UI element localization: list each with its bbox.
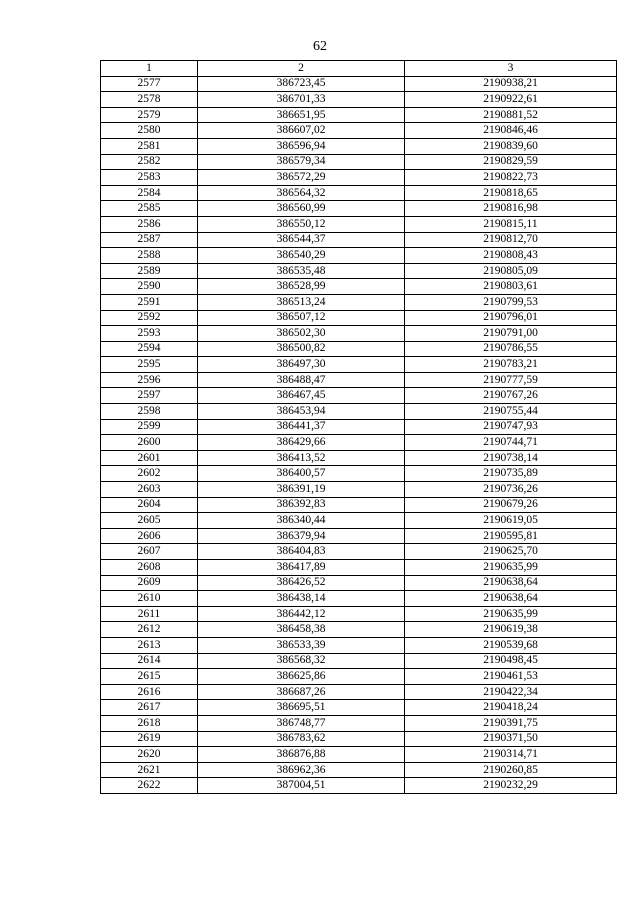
y-coordinate-cell: 2190839,60 bbox=[405, 138, 617, 154]
point-number-cell: 2579 bbox=[101, 107, 198, 123]
table-row bbox=[101, 575, 617, 591]
point-number-cell: 2620 bbox=[101, 747, 198, 763]
table-row bbox=[101, 700, 617, 716]
point-number-cell: 2601 bbox=[101, 450, 198, 466]
y-coordinate-cell: 2190638,64 bbox=[405, 591, 617, 607]
point-number-cell: 2619 bbox=[101, 731, 198, 747]
x-coordinate-cell: 386413,52 bbox=[198, 450, 405, 466]
table-row bbox=[101, 76, 617, 92]
y-coordinate-cell: 2190822,73 bbox=[405, 170, 617, 186]
point-number-cell: 2618 bbox=[101, 715, 198, 731]
y-coordinate-cell: 2190786,55 bbox=[405, 341, 617, 357]
x-coordinate-cell: 386550,12 bbox=[198, 216, 405, 232]
x-coordinate-cell: 386391,19 bbox=[198, 482, 405, 498]
x-coordinate-cell: 386458,38 bbox=[198, 622, 405, 638]
table-row bbox=[101, 435, 617, 451]
point-number-cell: 2598 bbox=[101, 404, 198, 420]
point-number-cell: 2610 bbox=[101, 591, 198, 607]
point-number-cell: 2595 bbox=[101, 357, 198, 373]
x-coordinate-cell: 386438,14 bbox=[198, 591, 405, 607]
y-coordinate-cell: 2190922,61 bbox=[405, 92, 617, 108]
x-coordinate-cell: 386540,29 bbox=[198, 248, 405, 264]
x-coordinate-cell: 386560,99 bbox=[198, 201, 405, 217]
y-coordinate-cell: 2190391,75 bbox=[405, 715, 617, 731]
x-coordinate-cell: 386513,24 bbox=[198, 294, 405, 310]
y-coordinate-cell: 2190808,43 bbox=[405, 248, 617, 264]
x-coordinate-cell: 386497,30 bbox=[198, 357, 405, 373]
point-number-cell: 2594 bbox=[101, 341, 198, 357]
point-number-cell: 2600 bbox=[101, 435, 198, 451]
y-coordinate-cell: 2190846,46 bbox=[405, 123, 617, 139]
point-number-cell: 2604 bbox=[101, 497, 198, 513]
table-row bbox=[101, 279, 617, 295]
table-row bbox=[101, 404, 617, 420]
table-row bbox=[101, 185, 617, 201]
point-number-cell: 2590 bbox=[101, 279, 198, 295]
table-row bbox=[101, 731, 617, 747]
x-coordinate-cell: 386568,32 bbox=[198, 653, 405, 669]
x-coordinate-cell: 386596,94 bbox=[198, 138, 405, 154]
table-row bbox=[101, 138, 617, 154]
y-coordinate-cell: 2190422,34 bbox=[405, 684, 617, 700]
point-number-cell: 2592 bbox=[101, 310, 198, 326]
point-number-cell: 2599 bbox=[101, 419, 198, 435]
coordinates-table bbox=[100, 60, 617, 794]
point-number-cell: 2585 bbox=[101, 201, 198, 217]
point-number-cell: 2617 bbox=[101, 700, 198, 716]
y-coordinate-cell: 2190799,53 bbox=[405, 294, 617, 310]
table-row bbox=[101, 201, 617, 217]
table-row bbox=[101, 762, 617, 778]
y-coordinate-cell: 2190625,70 bbox=[405, 544, 617, 560]
point-number-cell: 2587 bbox=[101, 232, 198, 248]
y-coordinate-cell: 2190635,99 bbox=[405, 560, 617, 576]
y-coordinate-cell: 2190314,71 bbox=[405, 747, 617, 763]
x-coordinate-cell: 386687,26 bbox=[198, 684, 405, 700]
table-row bbox=[101, 560, 617, 576]
x-coordinate-cell: 386404,83 bbox=[198, 544, 405, 560]
x-coordinate-cell: 386500,82 bbox=[198, 341, 405, 357]
point-number-cell: 2582 bbox=[101, 154, 198, 170]
table-row bbox=[101, 310, 617, 326]
x-coordinate-cell: 386607,02 bbox=[198, 123, 405, 139]
table-row bbox=[101, 606, 617, 622]
point-number-cell: 2616 bbox=[101, 684, 198, 700]
x-coordinate-cell: 386701,33 bbox=[198, 92, 405, 108]
table-row bbox=[101, 778, 617, 794]
point-number-cell: 2605 bbox=[101, 513, 198, 529]
point-number-cell: 2588 bbox=[101, 248, 198, 264]
y-coordinate-cell: 2190539,68 bbox=[405, 637, 617, 653]
y-coordinate-cell: 2190260,85 bbox=[405, 762, 617, 778]
table-row bbox=[101, 263, 617, 279]
page-number: 62 bbox=[313, 39, 327, 54]
x-coordinate-cell: 386392,83 bbox=[198, 497, 405, 513]
point-number-cell: 2608 bbox=[101, 560, 198, 576]
y-coordinate-cell: 2190418,24 bbox=[405, 700, 617, 716]
table-row bbox=[101, 669, 617, 685]
y-coordinate-cell: 2190232,29 bbox=[405, 778, 617, 794]
point-number-cell: 2609 bbox=[101, 575, 198, 591]
point-number-cell: 2578 bbox=[101, 92, 198, 108]
point-number-cell: 2591 bbox=[101, 294, 198, 310]
table-row bbox=[101, 170, 617, 186]
x-coordinate-cell: 386783,62 bbox=[198, 731, 405, 747]
table-row bbox=[101, 419, 617, 435]
point-number-cell: 2622 bbox=[101, 778, 198, 794]
column-header-point-number: 1 bbox=[101, 61, 198, 77]
point-number-cell: 2584 bbox=[101, 185, 198, 201]
table-row bbox=[101, 591, 617, 607]
point-number-cell: 2593 bbox=[101, 326, 198, 342]
point-number-cell: 2611 bbox=[101, 606, 198, 622]
table-row bbox=[101, 497, 617, 513]
x-coordinate-cell: 386441,37 bbox=[198, 419, 405, 435]
y-coordinate-cell: 2190744,71 bbox=[405, 435, 617, 451]
y-coordinate-cell: 2190938,21 bbox=[405, 76, 617, 92]
point-number-cell: 2612 bbox=[101, 622, 198, 638]
x-coordinate-cell: 386426,52 bbox=[198, 575, 405, 591]
y-coordinate-cell: 2190619,38 bbox=[405, 622, 617, 638]
x-coordinate-cell: 386507,12 bbox=[198, 310, 405, 326]
x-coordinate-cell: 386651,95 bbox=[198, 107, 405, 123]
table-row bbox=[101, 715, 617, 731]
x-coordinate-cell: 386417,89 bbox=[198, 560, 405, 576]
table-row bbox=[101, 637, 617, 653]
table-row bbox=[101, 357, 617, 373]
table-row bbox=[101, 528, 617, 544]
x-coordinate-cell: 386400,57 bbox=[198, 466, 405, 482]
table-row bbox=[101, 544, 617, 560]
table-row bbox=[101, 232, 617, 248]
table-row bbox=[101, 294, 617, 310]
y-coordinate-cell: 2190461,53 bbox=[405, 669, 617, 685]
table-row bbox=[101, 466, 617, 482]
x-coordinate-cell: 386340,44 bbox=[198, 513, 405, 529]
x-coordinate-cell: 386695,51 bbox=[198, 700, 405, 716]
x-coordinate-cell: 386625,86 bbox=[198, 669, 405, 685]
x-coordinate-cell: 386429,66 bbox=[198, 435, 405, 451]
point-number-cell: 2613 bbox=[101, 637, 198, 653]
x-coordinate-cell: 386488,47 bbox=[198, 372, 405, 388]
table-body bbox=[101, 76, 617, 793]
column-header-y-coordinate: 3 bbox=[405, 61, 617, 77]
table-row bbox=[101, 388, 617, 404]
point-number-cell: 2606 bbox=[101, 528, 198, 544]
table-row bbox=[101, 747, 617, 763]
point-number-cell: 2586 bbox=[101, 216, 198, 232]
table-row bbox=[101, 248, 617, 264]
column-header-x-coordinate: 2 bbox=[198, 61, 405, 77]
y-coordinate-cell: 2190738,14 bbox=[405, 450, 617, 466]
table-row bbox=[101, 216, 617, 232]
y-coordinate-cell: 2190736,26 bbox=[405, 482, 617, 498]
x-coordinate-cell: 386379,94 bbox=[198, 528, 405, 544]
table-row bbox=[101, 372, 617, 388]
y-coordinate-cell: 2190635,99 bbox=[405, 606, 617, 622]
y-coordinate-cell: 2190803,61 bbox=[405, 279, 617, 295]
point-number-cell: 2596 bbox=[101, 372, 198, 388]
point-number-cell: 2597 bbox=[101, 388, 198, 404]
table-row bbox=[101, 107, 617, 123]
table-row bbox=[101, 92, 617, 108]
x-coordinate-cell: 386442,12 bbox=[198, 606, 405, 622]
point-number-cell: 2589 bbox=[101, 263, 198, 279]
table-row bbox=[101, 326, 617, 342]
point-number-cell: 2583 bbox=[101, 170, 198, 186]
table-row bbox=[101, 341, 617, 357]
x-coordinate-cell: 386467,45 bbox=[198, 388, 405, 404]
y-coordinate-cell: 2190881,52 bbox=[405, 107, 617, 123]
table-row bbox=[101, 622, 617, 638]
y-coordinate-cell: 2190815,11 bbox=[405, 216, 617, 232]
table-row bbox=[101, 513, 617, 529]
x-coordinate-cell: 386876,88 bbox=[198, 747, 405, 763]
point-number-cell: 2577 bbox=[101, 76, 198, 92]
y-coordinate-cell: 2190371,50 bbox=[405, 731, 617, 747]
y-coordinate-cell: 2190498,45 bbox=[405, 653, 617, 669]
y-coordinate-cell: 2190767,26 bbox=[405, 388, 617, 404]
y-coordinate-cell: 2190777,59 bbox=[405, 372, 617, 388]
y-coordinate-cell: 2190619,05 bbox=[405, 513, 617, 529]
y-coordinate-cell: 2190595,81 bbox=[405, 528, 617, 544]
point-number-cell: 2615 bbox=[101, 669, 198, 685]
x-coordinate-cell: 386579,34 bbox=[198, 154, 405, 170]
table-row bbox=[101, 653, 617, 669]
x-coordinate-cell: 387004,51 bbox=[198, 778, 405, 794]
y-coordinate-cell: 2190812,70 bbox=[405, 232, 617, 248]
x-coordinate-cell: 386748,77 bbox=[198, 715, 405, 731]
x-coordinate-cell: 386535,48 bbox=[198, 263, 405, 279]
point-number-cell: 2602 bbox=[101, 466, 198, 482]
table-row bbox=[101, 684, 617, 700]
y-coordinate-cell: 2190638,64 bbox=[405, 575, 617, 591]
x-coordinate-cell: 386453,94 bbox=[198, 404, 405, 420]
point-number-cell: 2580 bbox=[101, 123, 198, 139]
table-header-row bbox=[101, 61, 617, 77]
y-coordinate-cell: 2190735,89 bbox=[405, 466, 617, 482]
y-coordinate-cell: 2190747,93 bbox=[405, 419, 617, 435]
x-coordinate-cell: 386962,36 bbox=[198, 762, 405, 778]
y-coordinate-cell: 2190829,59 bbox=[405, 154, 617, 170]
x-coordinate-cell: 386533,39 bbox=[198, 637, 405, 653]
x-coordinate-cell: 386564,32 bbox=[198, 185, 405, 201]
x-coordinate-cell: 386572,29 bbox=[198, 170, 405, 186]
y-coordinate-cell: 2190805,09 bbox=[405, 263, 617, 279]
y-coordinate-cell: 2190816,98 bbox=[405, 201, 617, 217]
y-coordinate-cell: 2190791,00 bbox=[405, 326, 617, 342]
y-coordinate-cell: 2190755,44 bbox=[405, 404, 617, 420]
y-coordinate-cell: 2190679,26 bbox=[405, 497, 617, 513]
x-coordinate-cell: 386544,37 bbox=[198, 232, 405, 248]
point-number-cell: 2621 bbox=[101, 762, 198, 778]
y-coordinate-cell: 2190818,65 bbox=[405, 185, 617, 201]
table-row bbox=[101, 154, 617, 170]
x-coordinate-cell: 386528,99 bbox=[198, 279, 405, 295]
y-coordinate-cell: 2190796,01 bbox=[405, 310, 617, 326]
point-number-cell: 2603 bbox=[101, 482, 198, 498]
table-row bbox=[101, 123, 617, 139]
x-coordinate-cell: 386502,30 bbox=[198, 326, 405, 342]
point-number-cell: 2607 bbox=[101, 544, 198, 560]
table-row bbox=[101, 450, 617, 466]
y-coordinate-cell: 2190783,21 bbox=[405, 357, 617, 373]
point-number-cell: 2614 bbox=[101, 653, 198, 669]
point-number-cell: 2581 bbox=[101, 138, 198, 154]
table-row bbox=[101, 482, 617, 498]
x-coordinate-cell: 386723,45 bbox=[198, 76, 405, 92]
